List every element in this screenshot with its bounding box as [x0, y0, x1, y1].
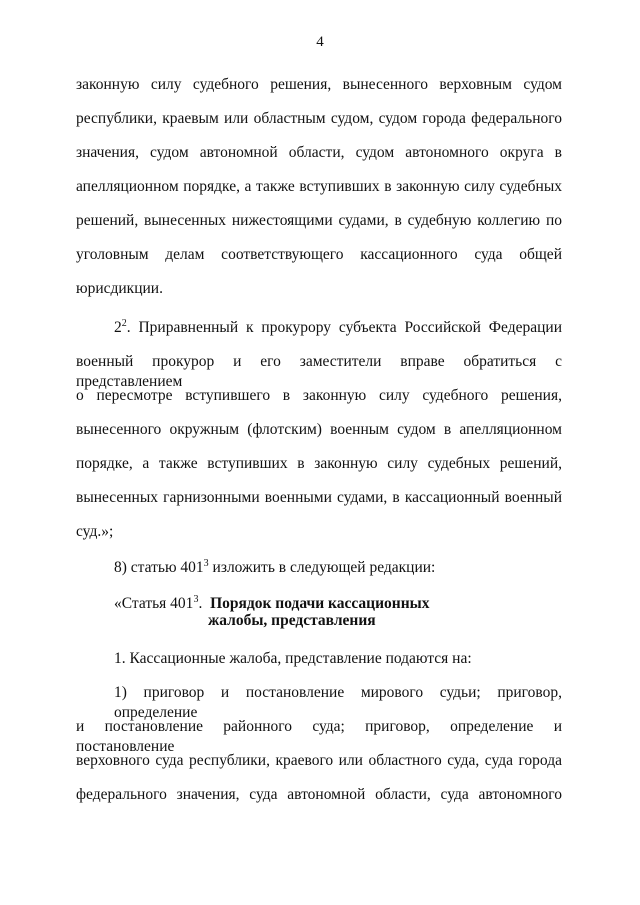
paragraph-text: . Приравненный к прокурору субъекта Российской Федерации [126, 319, 562, 336]
text-line: о пересмотре вступившего в законную силу судебного решения, [76, 387, 562, 404]
article-label: «Статья 401 [114, 595, 194, 612]
article-dot: . [198, 595, 203, 612]
text-line: решений, вынесенных нижестоящими судами, в судебную коллегию по [76, 212, 562, 229]
text-line: законную силу судебного решения, вынесенного верховным судом [76, 76, 562, 93]
text-line: уголовным делам соответствующего кассационного суда общей [76, 246, 562, 263]
part-1-item-1-line: 1) приговор и постановление мирового судьи; приговор, определение [114, 684, 562, 721]
paragraph-2-2-first-line [114, 318, 562, 338]
text-line: вынесенных гарнизонными военными судами, в кассационный военный [76, 489, 562, 506]
page-number: 4 [316, 34, 324, 50]
text-line: вынесенного окружным (флотским) военным судом в апелляционном [76, 421, 562, 438]
text-line: республики, краевым или областным судом, судом города федерального [76, 110, 562, 127]
text-line: и постановление районного суда; приговор, определение и постановление [76, 718, 562, 755]
item-superscript: 3 [203, 557, 209, 569]
text-line: федерального значения, суда автономной области, суда автономного [76, 786, 562, 803]
text-line: верховного суда республики, краевого или областного суда, суда города [76, 752, 562, 769]
part-1-line: 1. Кассационные жалоба, представление подаются на: [114, 650, 472, 667]
article-title: Порядок подачи кассационных [210, 595, 430, 612]
text-line: апелляционном порядке, а также вступивших в законную силу судебных [76, 178, 562, 195]
item-text: 8) статью 401 [114, 559, 204, 576]
text-line: порядке, а также вступивших в законную силу судебных решений, [76, 455, 562, 472]
article-superscript: 3 [193, 593, 199, 605]
paragraph-number: 2 [114, 319, 122, 336]
item-8-line [114, 558, 562, 578]
text-line: юрисдикции. [76, 280, 163, 297]
item-text: изложить в следующей редакции: [208, 559, 436, 576]
text-line: военный прокурор и его заместители вправе обратиться с представлением [76, 353, 562, 390]
text-line: суд.»; [76, 523, 114, 540]
text-line: значения, судом автономной области, судом автономного округа в [76, 144, 562, 161]
paragraph-superscript: 2 [121, 317, 127, 329]
article-title-line-2: жалобы, представления [208, 612, 376, 629]
